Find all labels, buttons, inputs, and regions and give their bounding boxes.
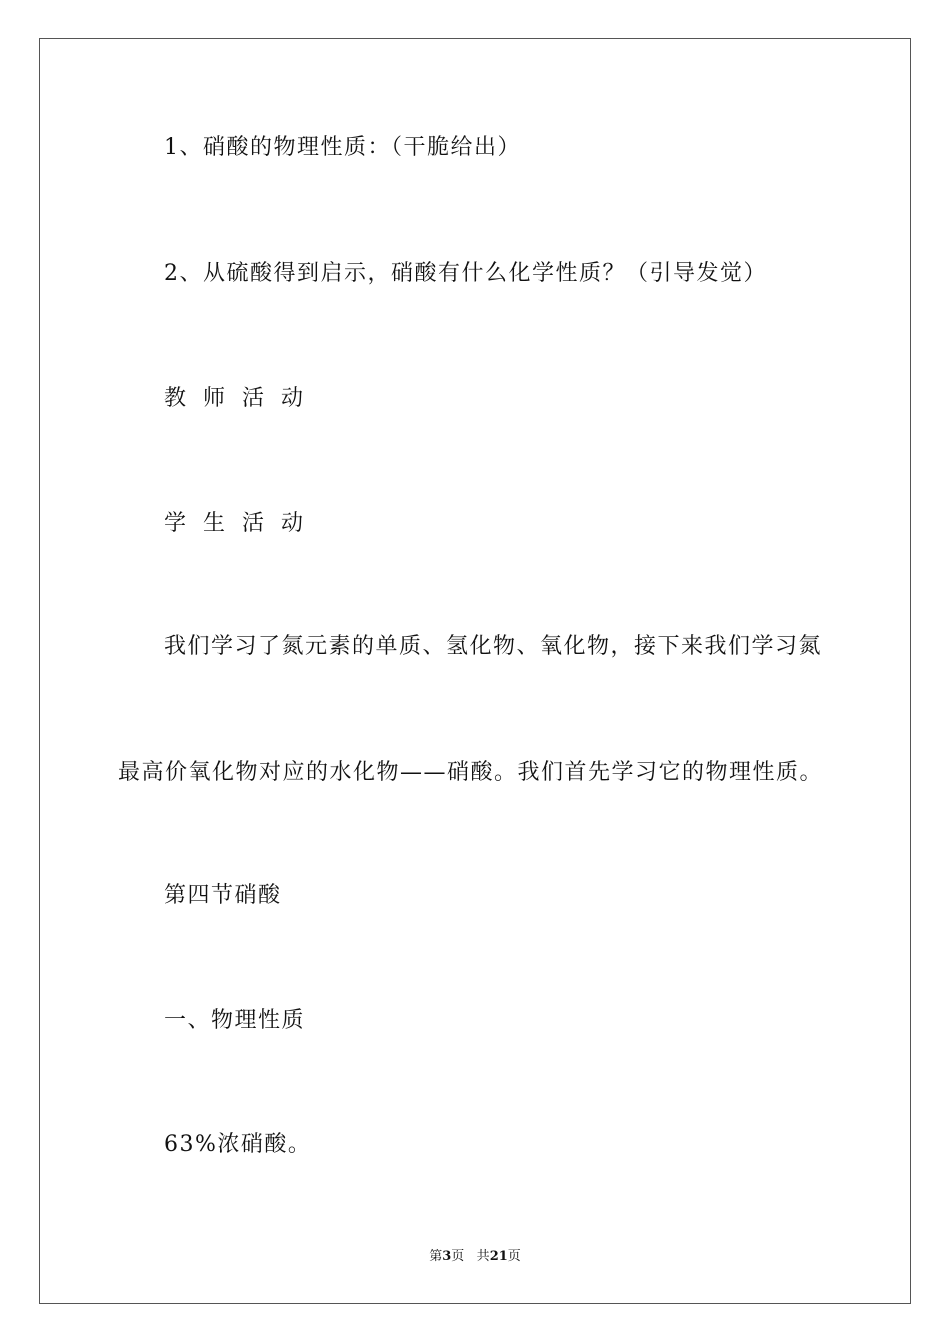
paragraph-intro-line-1: 我们学习了氮元素的单质、氢化物、氧化物，接下来我们学习氮 — [164, 634, 823, 659]
teacher-activity-heading: 教师活动 — [164, 386, 321, 411]
text-line-concentrated-nitric-acid: 63%浓硝酸。 — [164, 1132, 312, 1157]
footer-page-prefix: 第 — [429, 1249, 443, 1264]
footer-total-suffix: 页 — [507, 1249, 521, 1264]
section-title: 第四节硝酸 — [164, 883, 282, 908]
paragraph-intro-line-2: 最高价氧化物对应的水化物——硝酸。我们首先学习它的物理性质。 — [118, 760, 824, 785]
page-footer — [0, 1248, 950, 1266]
text-line-chemical-properties-question: 2、从硫酸得到启示，硝酸有什么化学性质？（引导发觉） — [164, 261, 767, 286]
text-line-physical-properties-question: 1、硝酸的物理性质：（干脆给出） — [164, 135, 521, 160]
subsection-title: 一、物理性质 — [164, 1008, 306, 1033]
footer-total-prefix: 共 — [476, 1249, 490, 1264]
footer-total-pages: 21 — [489, 1249, 508, 1264]
page-border — [39, 38, 911, 1304]
footer-page-suffix: 页 — [451, 1249, 465, 1264]
student-activity-heading: 学生活动 — [164, 511, 321, 536]
footer-page-number: 3 — [442, 1249, 452, 1264]
